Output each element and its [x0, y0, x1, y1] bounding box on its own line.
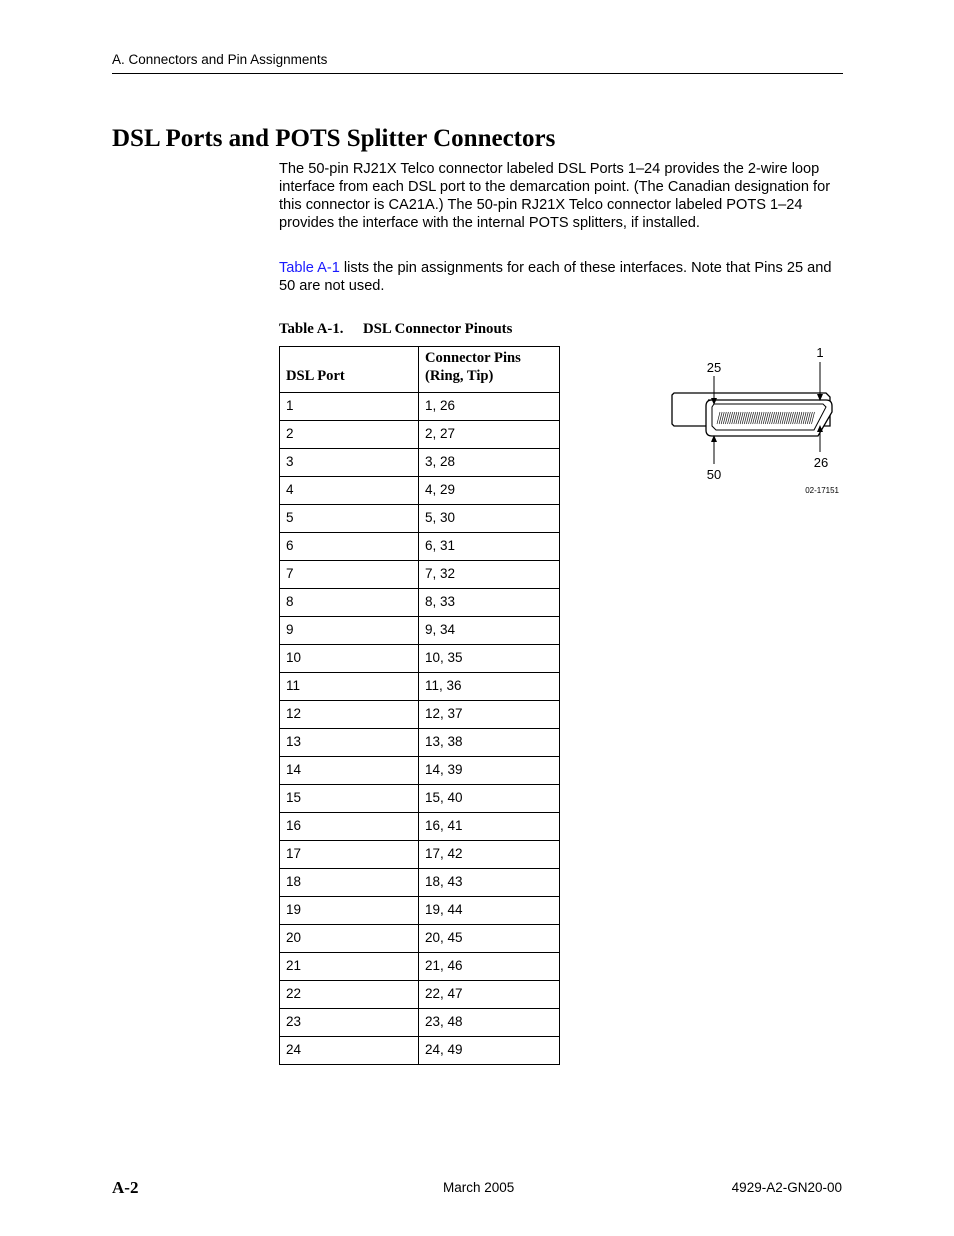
connector-pins-cell: 1, 26	[419, 393, 560, 421]
connector-pins-cell: 8, 33	[419, 589, 560, 617]
table-row	[280, 673, 560, 701]
connector-pins-cell: 24, 49	[419, 1037, 560, 1065]
dsl-port-cell: 13	[280, 729, 419, 757]
dsl-port-cell: 5	[280, 505, 419, 533]
dsl-port-cell: 20	[280, 925, 419, 953]
connector-pins-cell: 15, 40	[419, 785, 560, 813]
table-row	[280, 869, 560, 897]
table-row	[280, 729, 560, 757]
dsl-port-cell: 6	[280, 533, 419, 561]
table-row	[280, 561, 560, 589]
dsl-port-cell: 15	[280, 785, 419, 813]
table-row	[280, 841, 560, 869]
connector-pins-cell: 6, 31	[419, 533, 560, 561]
table-row	[280, 701, 560, 729]
label-pin-25: 25	[706, 360, 722, 375]
table-row	[280, 897, 560, 925]
connector-pins-cell: 22, 47	[419, 981, 560, 1009]
table-row	[280, 393, 560, 421]
dsl-port-cell: 22	[280, 981, 419, 1009]
connector-pins-cell: 5, 30	[419, 505, 560, 533]
table-row	[280, 925, 560, 953]
connector-pins-cell: 19, 44	[419, 897, 560, 925]
section-title: DSL Ports and POTS Splitter Connectors	[112, 125, 556, 152]
footer-date: March 2005	[443, 1180, 515, 1195]
connector-pins-cell: 23, 48	[419, 1009, 560, 1037]
header-dsl-port: DSL Port	[280, 347, 419, 393]
connector-pins-cell: 16, 41	[419, 813, 560, 841]
table-body	[280, 393, 560, 1065]
header-connector-pins-line2: (Ring, Tip)	[425, 368, 494, 384]
table-header-row	[280, 347, 560, 393]
dsl-port-cell: 11	[280, 673, 419, 701]
header-connector-pins	[419, 347, 560, 393]
table-row	[280, 449, 560, 477]
dsl-port-cell: 16	[280, 813, 419, 841]
table-row	[280, 617, 560, 645]
running-header: A. Connectors and Pin Assignments	[112, 52, 843, 74]
table-reference-text: lists the pin assignments for each of these interfaces. Note that Pins 25 and 50 are not used.	[279, 260, 832, 294]
connector-pins-cell: 20, 45	[419, 925, 560, 953]
dsl-port-cell: 10	[280, 645, 419, 673]
dsl-port-cell: 9	[280, 617, 419, 645]
label-pin-1: 1	[816, 345, 824, 360]
dsl-port-cell: 17	[280, 841, 419, 869]
label-pin-26: 26	[813, 455, 829, 470]
dsl-port-cell: 14	[280, 757, 419, 785]
dsl-port-cell: 4	[280, 477, 419, 505]
table-row	[280, 757, 560, 785]
dsl-port-cell: 3	[280, 449, 419, 477]
connector-pins-cell: 10, 35	[419, 645, 560, 673]
dsl-port-cell: 8	[280, 589, 419, 617]
table-row	[280, 589, 560, 617]
connector-pins-cell: 14, 39	[419, 757, 560, 785]
dsl-port-cell: 19	[280, 897, 419, 925]
dsl-port-cell: 12	[280, 701, 419, 729]
table-row	[280, 645, 560, 673]
table-row	[280, 505, 560, 533]
connector-pins-cell: 2, 27	[419, 421, 560, 449]
table-row	[280, 1037, 560, 1065]
dsl-pinout-table	[279, 346, 560, 1065]
connector-diagram-svg	[668, 340, 848, 500]
dsl-port-cell: 21	[280, 953, 419, 981]
table-row	[280, 477, 560, 505]
connector-pins-cell: 9, 34	[419, 617, 560, 645]
dsl-port-cell: 2	[280, 421, 419, 449]
page-number: A-2	[112, 1178, 139, 1197]
table-caption-title: DSL Connector Pinouts	[363, 321, 513, 337]
table-row	[280, 421, 560, 449]
connector-pins-cell: 21, 46	[419, 953, 560, 981]
document-number: 4929-A2-GN20-00	[731, 1180, 842, 1195]
table-row	[280, 1009, 560, 1037]
connector-pins-cell: 12, 37	[419, 701, 560, 729]
table-caption-number: Table A-1.	[279, 321, 344, 337]
connector-pins-cell: 18, 43	[419, 869, 560, 897]
table-reference-paragraph	[279, 259, 845, 295]
table-row	[280, 813, 560, 841]
table-row	[280, 981, 560, 1009]
connector-pins-cell: 17, 42	[419, 841, 560, 869]
dsl-port-cell: 24	[280, 1037, 419, 1065]
connector-pins-cell: 3, 28	[419, 449, 560, 477]
connector-diagram	[668, 340, 848, 500]
table-row	[280, 953, 560, 981]
dsl-port-cell: 7	[280, 561, 419, 589]
dsl-port-cell: 23	[280, 1009, 419, 1037]
dsl-port-cell: 1	[280, 393, 419, 421]
connector-pins-cell: 4, 29	[419, 477, 560, 505]
header-connector-pins-line1: Connector Pins	[425, 350, 521, 366]
dsl-port-cell: 18	[280, 869, 419, 897]
connector-pins-cell: 11, 36	[419, 673, 560, 701]
table-row	[280, 533, 560, 561]
table-caption	[279, 320, 512, 338]
figure-id: 02-17151	[805, 486, 839, 495]
label-pin-50: 50	[706, 467, 722, 482]
table-row	[280, 785, 560, 813]
connector-pins-cell: 13, 38	[419, 729, 560, 757]
intro-paragraph: The 50-pin RJ21X Telco connector labeled DSL Ports 1–24 provides the 2-wire loop interface from each DSL port to the demarcation point. (The Canadian designation for this connector is CA21A.) The 50-pin RJ21X Telco connector labeled POTS 1–24 provides the interface with the internal POTS splitters, if installed.	[279, 161, 831, 231]
connector-pins-cell: 7, 32	[419, 561, 560, 589]
table-a1-link[interactable]: Table A-1	[279, 260, 340, 276]
